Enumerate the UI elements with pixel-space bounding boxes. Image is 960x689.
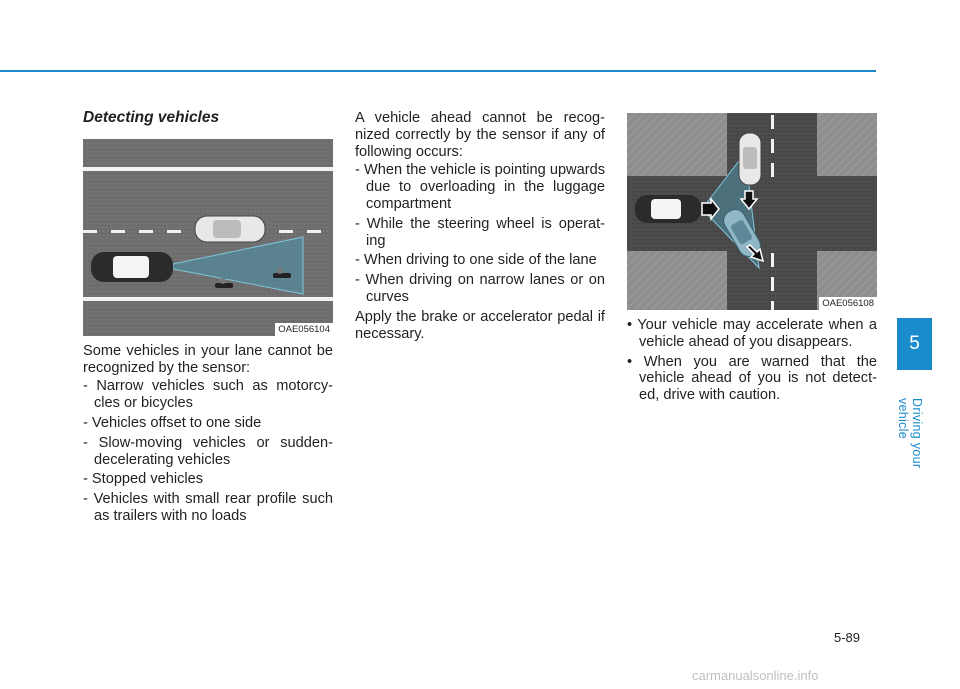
chapter-tab: 5 [897, 318, 932, 370]
caution-bullets [627, 317, 877, 404]
conditions-list [355, 162, 605, 305]
road-illustration-1 [83, 139, 333, 336]
page-number: 5-89 [834, 630, 861, 645]
list-item: - While the steering wheel is operat-ing [355, 215, 605, 249]
own-car-icon [635, 195, 701, 223]
lane-line-top [83, 167, 333, 171]
watermark: carmanualsonline.info [692, 668, 819, 683]
figure-detecting-vehicles [83, 139, 333, 336]
figure-code: OAE056104 [275, 323, 333, 336]
column-2 [355, 110, 605, 344]
outro-text: Apply the brake or accelerator pedal if necessary. [355, 308, 605, 342]
list-item: - Slow-moving vehicles or sudden-decelerating vehicles [83, 434, 333, 468]
column-1 [83, 110, 333, 528]
intro-text: Some vehicles in your lane cannot be recognized by the sensor: [83, 342, 333, 376]
lane-line-bottom [83, 297, 333, 301]
undetected-vehicles-list [83, 378, 333, 524]
list-item: • Your vehicle may accelerate when a vehicle ahead of you disappears. [627, 317, 877, 350]
road-illustration-2 [627, 113, 877, 310]
list-item: - Vehicles with small rear profile such as trailers with no loads [83, 491, 333, 524]
chapter-title: Driving your vehicle [896, 398, 924, 469]
section-heading: Detecting vehicles [83, 109, 220, 126]
intro-text: A vehicle ahead cannot be recog-nized correctly by the sensor if any of following occurs: [355, 110, 605, 160]
list-item: - When driving on narrow lanes or on curves [355, 272, 605, 305]
figure-intersection [627, 113, 877, 310]
car-ahead-icon [195, 216, 265, 242]
header-rule [0, 70, 876, 72]
list-item: - When driving to one side of the lane [355, 252, 597, 269]
car-ahead-icon [739, 133, 761, 185]
list-item: • When you are warned that the vehicle ahead of you is not detect-ed, drive with caution. [627, 353, 877, 404]
list-item: - Stopped vehicles [83, 471, 204, 488]
own-car-icon [91, 252, 173, 282]
figure-code: OAE056108 [819, 297, 877, 310]
list-item: - When the vehicle is pointing upwards due to overloading in the luggage compartment [355, 162, 605, 212]
list-item: - Vehicles offset to one side [83, 414, 262, 431]
list-item: - Narrow vehicles such as motorcy-cles or bicycles [83, 378, 333, 412]
column-3 [627, 113, 877, 407]
